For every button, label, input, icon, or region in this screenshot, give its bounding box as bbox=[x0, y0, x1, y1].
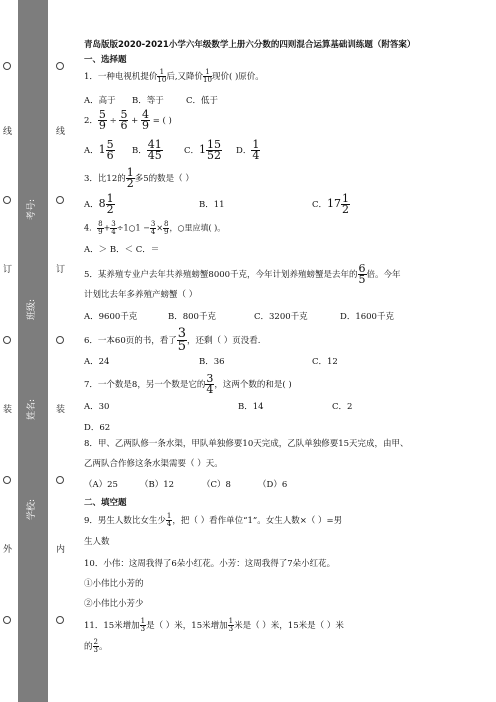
binding-hole-icon bbox=[3, 476, 11, 484]
question-6: 6．一本60页的书，看了 $\frac{3}{5}$ ，还剩（ ）页没看. bbox=[84, 326, 261, 354]
option-a[interactable]: A．1 $\frac{5}{6}$ bbox=[84, 138, 114, 162]
question-8-line2: 乙两队合作修这条水渠需要（ ）天。 bbox=[84, 459, 223, 469]
question-2: 2． $\frac{5}{9}$ ÷ $\frac{5}{6}$ + $\frac{4}{9}$ = ( ) bbox=[84, 108, 172, 132]
school-field-label: 学校: bbox=[27, 498, 37, 520]
fraction: $\frac{5}{6}$ bbox=[120, 108, 128, 132]
binding-hole-icon bbox=[56, 196, 64, 204]
option-a[interactable]: A．8 $\frac{1}{2}$ bbox=[84, 192, 114, 216]
inner-binding-label: 线 bbox=[56, 127, 66, 137]
option-b[interactable]: B．等于 bbox=[132, 96, 164, 106]
fraction: $\frac{1}{2}$ bbox=[126, 166, 134, 190]
class-field-label: 班级: bbox=[27, 298, 37, 320]
fraction: $\frac{2}{3}$ bbox=[93, 638, 98, 654]
section-heading-fill: 二、填空题 bbox=[84, 498, 127, 508]
question-7: 7．一个数是8，另一个数是它的 $\frac{3}{4}$ ，这两个数的和是( ) bbox=[84, 372, 292, 396]
inner-binding-strip bbox=[52, 0, 68, 702]
outer-binding-label: 装 bbox=[3, 405, 13, 415]
q1-text: 后,又降价 bbox=[166, 72, 204, 82]
fraction: $\frac{8}{9}$ bbox=[164, 220, 169, 236]
binding-hole-icon bbox=[56, 476, 64, 484]
question-10-option-2: ②小伟比小芳少 bbox=[84, 599, 144, 609]
question-1 bbox=[84, 69, 264, 84]
question-11-line2: 的 $\frac{2}{3}$ 。 bbox=[84, 638, 108, 654]
option-b[interactable]: B．800千克 bbox=[168, 312, 216, 322]
option-a[interactable]: A．30 bbox=[84, 402, 110, 412]
fraction: $\frac{6}{5}$ bbox=[358, 262, 366, 286]
fraction: $\frac{3}{4}$ bbox=[206, 372, 214, 396]
fraction: $\frac{1}{3}$ bbox=[228, 617, 234, 633]
outer-binding-label: 订 bbox=[3, 265, 13, 275]
option-d[interactable]: D． $\frac{1}{4}$ bbox=[236, 138, 260, 162]
question-11: 11．15米增加 $\frac{1}{3}$ 是（ ）米，15米增加 $\frac{1}{3}$ 米是（ ）米，15米是（ ）米 bbox=[84, 617, 344, 633]
option-c[interactable]: C．低于 bbox=[186, 96, 219, 106]
fraction: $\frac{1}{4}$ bbox=[166, 512, 172, 528]
option-c[interactable]: （C）8 bbox=[202, 480, 231, 490]
q1-text: 1．一种电视机提价 bbox=[84, 72, 158, 82]
question-8: 8．甲、乙两队修一条水渠，甲队单独修要10天完成，乙队单独修要15天完成，由甲、 bbox=[84, 439, 409, 449]
fraction: $\frac{1}{10}$ bbox=[203, 68, 212, 84]
option-c[interactable]: C．17 $\frac{1}{2}$ bbox=[312, 192, 350, 216]
fraction: $\frac{3}{5}$ bbox=[177, 326, 187, 354]
worksheet-title: 青岛版版2020-2021小学六年级数学上册六分数的四则混合运算基础训练题（附答案） bbox=[84, 40, 416, 50]
binding-hole-icon bbox=[56, 62, 64, 70]
fraction: $\frac{5}{9}$ bbox=[98, 108, 106, 132]
fraction: $\frac{1}{3}$ bbox=[140, 617, 146, 633]
question-3: 3．比12的 $\frac{1}{2}$ 多5的数是（ ） bbox=[84, 166, 194, 190]
option-c[interactable]: C．12 bbox=[312, 357, 338, 367]
option-b[interactable]: B．14 bbox=[238, 402, 264, 412]
inner-binding-label: 订 bbox=[56, 265, 66, 275]
binding-hole-icon bbox=[56, 336, 64, 344]
binding-hole-icon bbox=[56, 616, 64, 624]
option-a[interactable]: A．24 bbox=[84, 357, 110, 367]
option-b[interactable]: B． $\frac{41}{45}$ bbox=[132, 138, 162, 162]
question-5: 5．某养殖专业户去年共养殖螃蟹8000千克，今年计划养殖螃蟹是去年的 $\frac{6}{5}$ 倍。今年 bbox=[84, 262, 401, 286]
question-10-option-1: ①小伟比小芳的 bbox=[84, 579, 144, 589]
option-c[interactable]: C．2 bbox=[332, 402, 353, 412]
fraction: $\frac{4}{9}$ bbox=[141, 108, 149, 132]
inner-binding-label: 装 bbox=[56, 405, 66, 415]
option-b[interactable]: （B）12 bbox=[140, 480, 175, 490]
student-info-bar bbox=[18, 0, 48, 702]
q4-options[interactable]: A．＞ B．＜ C．＝ bbox=[84, 245, 160, 255]
binding-hole-icon bbox=[3, 62, 11, 70]
option-d[interactable]: D．62 bbox=[84, 423, 111, 433]
question-5-line2: 计划比去年多养殖产螃蟹（ ） bbox=[84, 290, 198, 300]
question-10: 10．小伟：这周我得了6朵小红花。小芳：这周我得了7朵小红花。 bbox=[84, 559, 336, 569]
binding-hole-icon bbox=[3, 336, 11, 344]
question-9: 9．男生人数比女生少 $\frac{1}{4}$ ，把（ ）看作单位“1”。女生人数×（ ）=男 bbox=[84, 512, 343, 528]
option-b[interactable]: B．11 bbox=[199, 200, 225, 210]
fraction: $\frac{3}{4}$ bbox=[150, 220, 156, 236]
option-a[interactable]: A．9600千克 bbox=[84, 312, 138, 322]
section-heading-choice: 一、选择题 bbox=[84, 55, 127, 65]
option-d[interactable]: （D）6 bbox=[258, 480, 288, 490]
name-field-label: 姓名: bbox=[27, 398, 37, 420]
option-a[interactable]: （A）25 bbox=[84, 480, 118, 490]
binding-hole-icon bbox=[3, 616, 11, 624]
inner-binding-label: 内 bbox=[56, 545, 66, 555]
fraction: $\frac{1}{10}$ bbox=[157, 68, 167, 84]
outer-binding-label: 外 bbox=[3, 545, 13, 555]
outer-binding-label: 线 bbox=[3, 127, 13, 137]
option-c[interactable]: C．1 $\frac{15}{52}$ bbox=[184, 138, 222, 162]
fraction: $\frac{8}{9}$ bbox=[98, 220, 103, 236]
exam-number-field-label: 考号: bbox=[27, 198, 37, 220]
option-c[interactable]: C．3200千克 bbox=[254, 312, 308, 322]
option-b[interactable]: B．36 bbox=[199, 357, 225, 367]
binding-hole-icon bbox=[3, 196, 11, 204]
question-9-line2: 生人数 bbox=[84, 537, 110, 547]
fraction: $\frac{3}{4}$ bbox=[111, 220, 116, 236]
outer-binding-strip bbox=[0, 0, 14, 702]
q1-text: 现价( )原价。 bbox=[211, 72, 264, 82]
question-4: 4． $\frac{8}{9}$ + $\frac{3}{4}$ ÷1○1 − $\frac{3}{4}$ × $\frac{8}{9}$ ，○里应填( )。 bbox=[84, 220, 226, 236]
option-a[interactable]: A．高于 bbox=[84, 96, 116, 106]
option-d[interactable]: D．1600千克 bbox=[340, 312, 394, 322]
